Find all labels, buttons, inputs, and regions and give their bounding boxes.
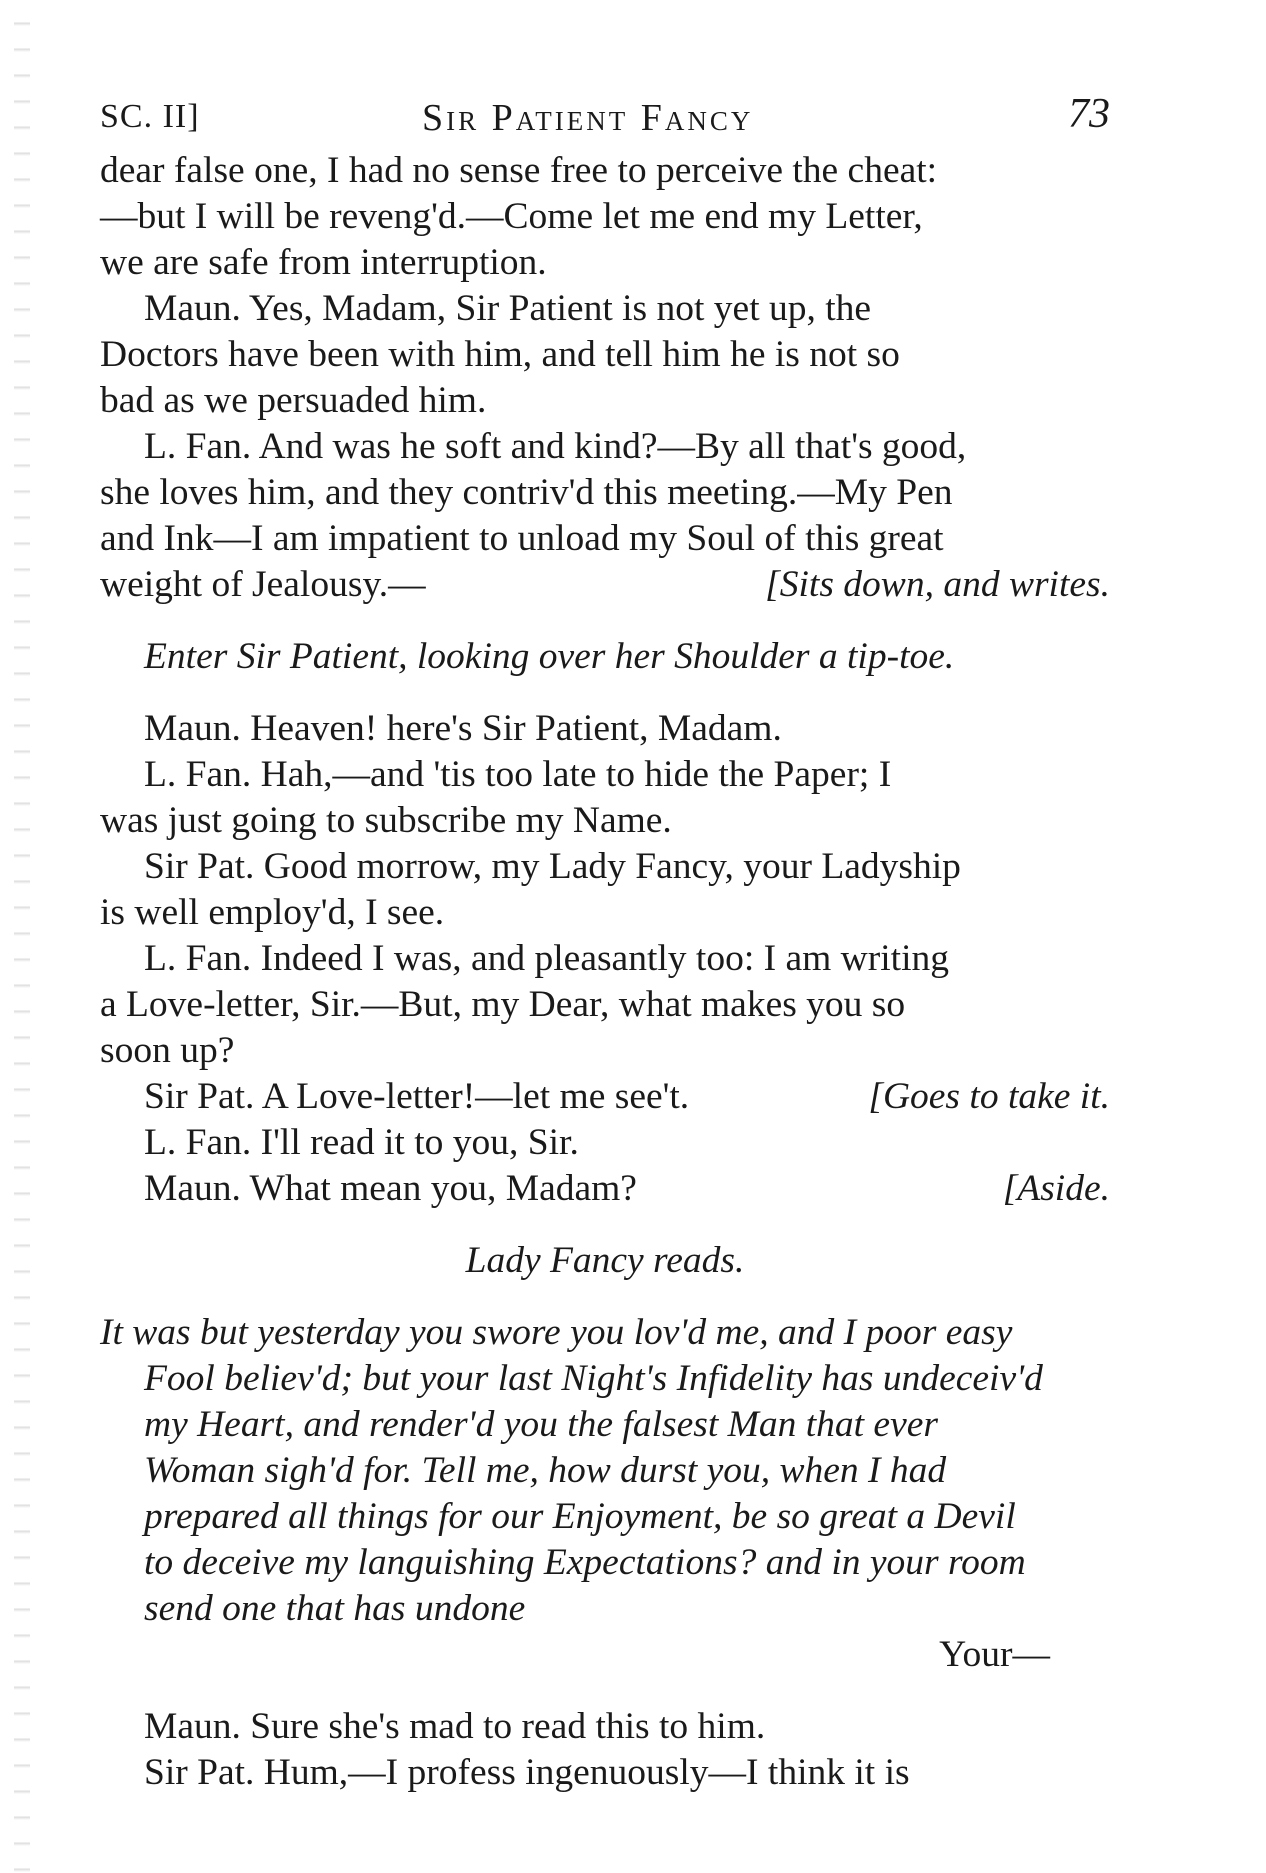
- letter-line: It was but yesterday you swore you lov'd me, and I poor easy: [100, 1312, 1013, 1353]
- reading-direction: Lady Fancy reads.: [465, 1240, 745, 1281]
- running-header: [100, 90, 1110, 140]
- text-line: and Ink—I am impatient to unload my Soul of this great: [100, 518, 944, 559]
- speech-sir-patient: Sir Pat. Good morrow, my Lady Fancy, your Ladyship: [144, 846, 961, 887]
- text-line-with-direction: [100, 562, 1110, 608]
- letter-line: Woman sigh'd for. Tell me, how durst you, when I had: [144, 1450, 947, 1491]
- speech-maundy: Maun. Heaven! here's Sir Patient, Madam.: [144, 708, 782, 749]
- speech-maundy: Maun. Yes, Madam, Sir Patient is not yet up, the: [144, 288, 872, 329]
- letter-line: send one that has undone: [144, 1588, 526, 1629]
- stage-direction: [Sits down, and writes.: [765, 564, 1110, 605]
- text-line: dear false one, I had no sense free to perceive the cheat:: [100, 150, 938, 191]
- speech-maundy: Maun. Sure she's mad to read this to him.: [144, 1706, 766, 1747]
- text-line: she loves him, and they contriv'd this meeting.—My Pen: [100, 472, 953, 513]
- running-title: Sir Patient Fancy: [422, 97, 754, 139]
- speech-sir-patient-with-direction: [100, 1074, 1110, 1120]
- letter-signature: Your—: [939, 1634, 1050, 1675]
- text-line: —but I will be reveng'd.—Come let me end my Letter,: [100, 196, 923, 237]
- stage-direction: [Aside.: [1002, 1168, 1110, 1209]
- letter-line: my Heart, and render'd you the falsest Man that ever: [144, 1404, 938, 1445]
- letter-line: to deceive my languishing Expectations? and in your room: [144, 1542, 1026, 1583]
- text-line: is well employ'd, I see.: [100, 892, 445, 933]
- letter-text: [100, 1310, 1110, 1632]
- text-line: we are safe from interruption.: [100, 242, 547, 283]
- text-fragment: Sir Pat. A Love-letter!—let me see't.: [144, 1076, 690, 1117]
- text-fragment: weight of Jealousy.—: [100, 564, 426, 605]
- text-line: Doctors have been with him, and tell him he is not so: [100, 334, 900, 375]
- speech-lady-fancy: L. Fan. Hah,—and 'tis too late to hide the Paper; I: [144, 754, 892, 795]
- stage-direction: [Goes to take it.: [868, 1076, 1110, 1117]
- text-line: soon up?: [100, 1030, 235, 1071]
- page-number: 73: [1068, 91, 1110, 137]
- speech-lady-fancy: L. Fan. And was he soft and kind?—By all that's good,: [144, 426, 967, 467]
- letter-line: prepared all things for our Enjoyment, be so great a Devil: [144, 1496, 1016, 1537]
- text-line: was just going to subscribe my Name.: [100, 800, 672, 841]
- text-fragment: Maun. What mean you, Madam?: [144, 1168, 637, 1209]
- speech-lady-fancy: L. Fan. I'll read it to you, Sir.: [144, 1122, 579, 1163]
- letter-line: Fool believ'd; but your last Night's Infidelity has undeceiv'd: [144, 1358, 1043, 1399]
- scene-marker: SC. II]: [100, 98, 200, 135]
- entrance-direction: Enter Sir Patient, looking over her Shoulder a tip-toe.: [144, 636, 955, 677]
- text-line: bad as we persuaded him.: [100, 380, 487, 421]
- speech-lady-fancy: L. Fan. Indeed I was, and pleasantly too: I am writing: [144, 938, 950, 979]
- speech-maundy-with-direction: [100, 1166, 1110, 1212]
- page-body: [100, 148, 1110, 1796]
- text-line: a Love-letter, Sir.—But, my Dear, what makes you so: [100, 984, 906, 1025]
- speech-sir-patient: Sir Pat. Hum,—I profess ingenuously—I think it is: [144, 1752, 910, 1793]
- scan-gutter-edge: [14, 0, 30, 1873]
